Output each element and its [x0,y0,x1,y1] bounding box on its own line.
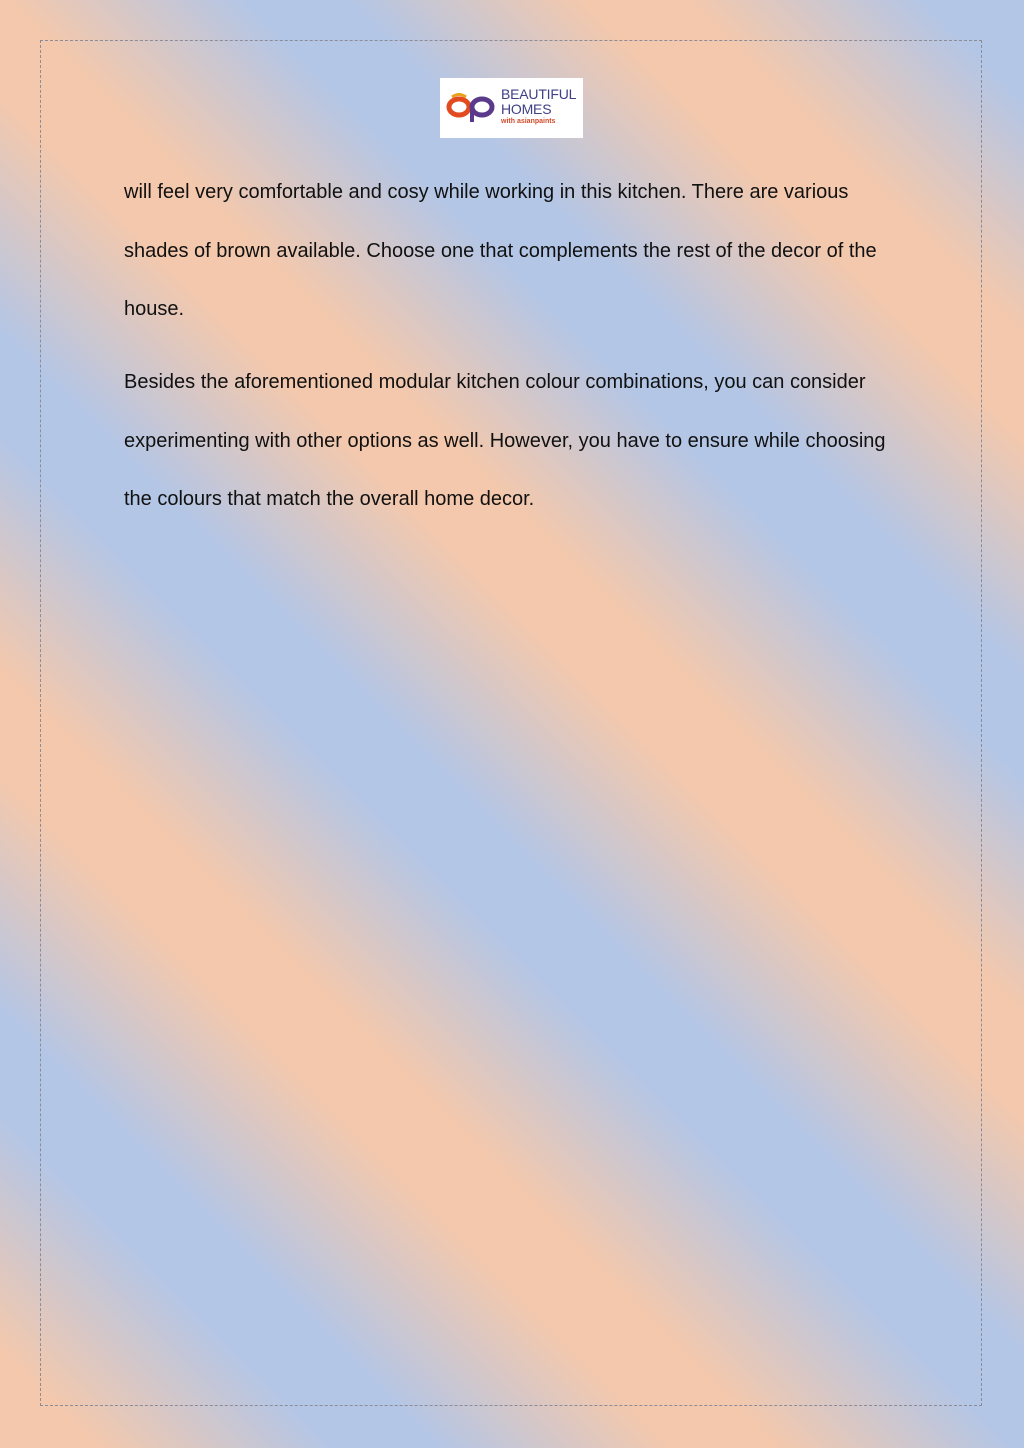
paragraph-2: Besides the aforementioned modular kitchen colour combinations, you can consider experimenting with other options as well. However, you have to ensure while choosing the colours that match the overall home decor. [124,371,886,510]
logo-line-tagline: with asianpaints [501,118,556,125]
ap-logo-icon [444,86,498,126]
logo-line-beautiful: BEAUTIFUL [501,86,577,102]
logo-line-homes: HOMES [501,101,552,117]
paragraph-1: will feel very comfortable and cosy while working in this kitchen. There are various shades of brown available. Choose one that complements the rest of the decor of the house. [124,181,877,320]
brand-logo [440,78,583,138]
